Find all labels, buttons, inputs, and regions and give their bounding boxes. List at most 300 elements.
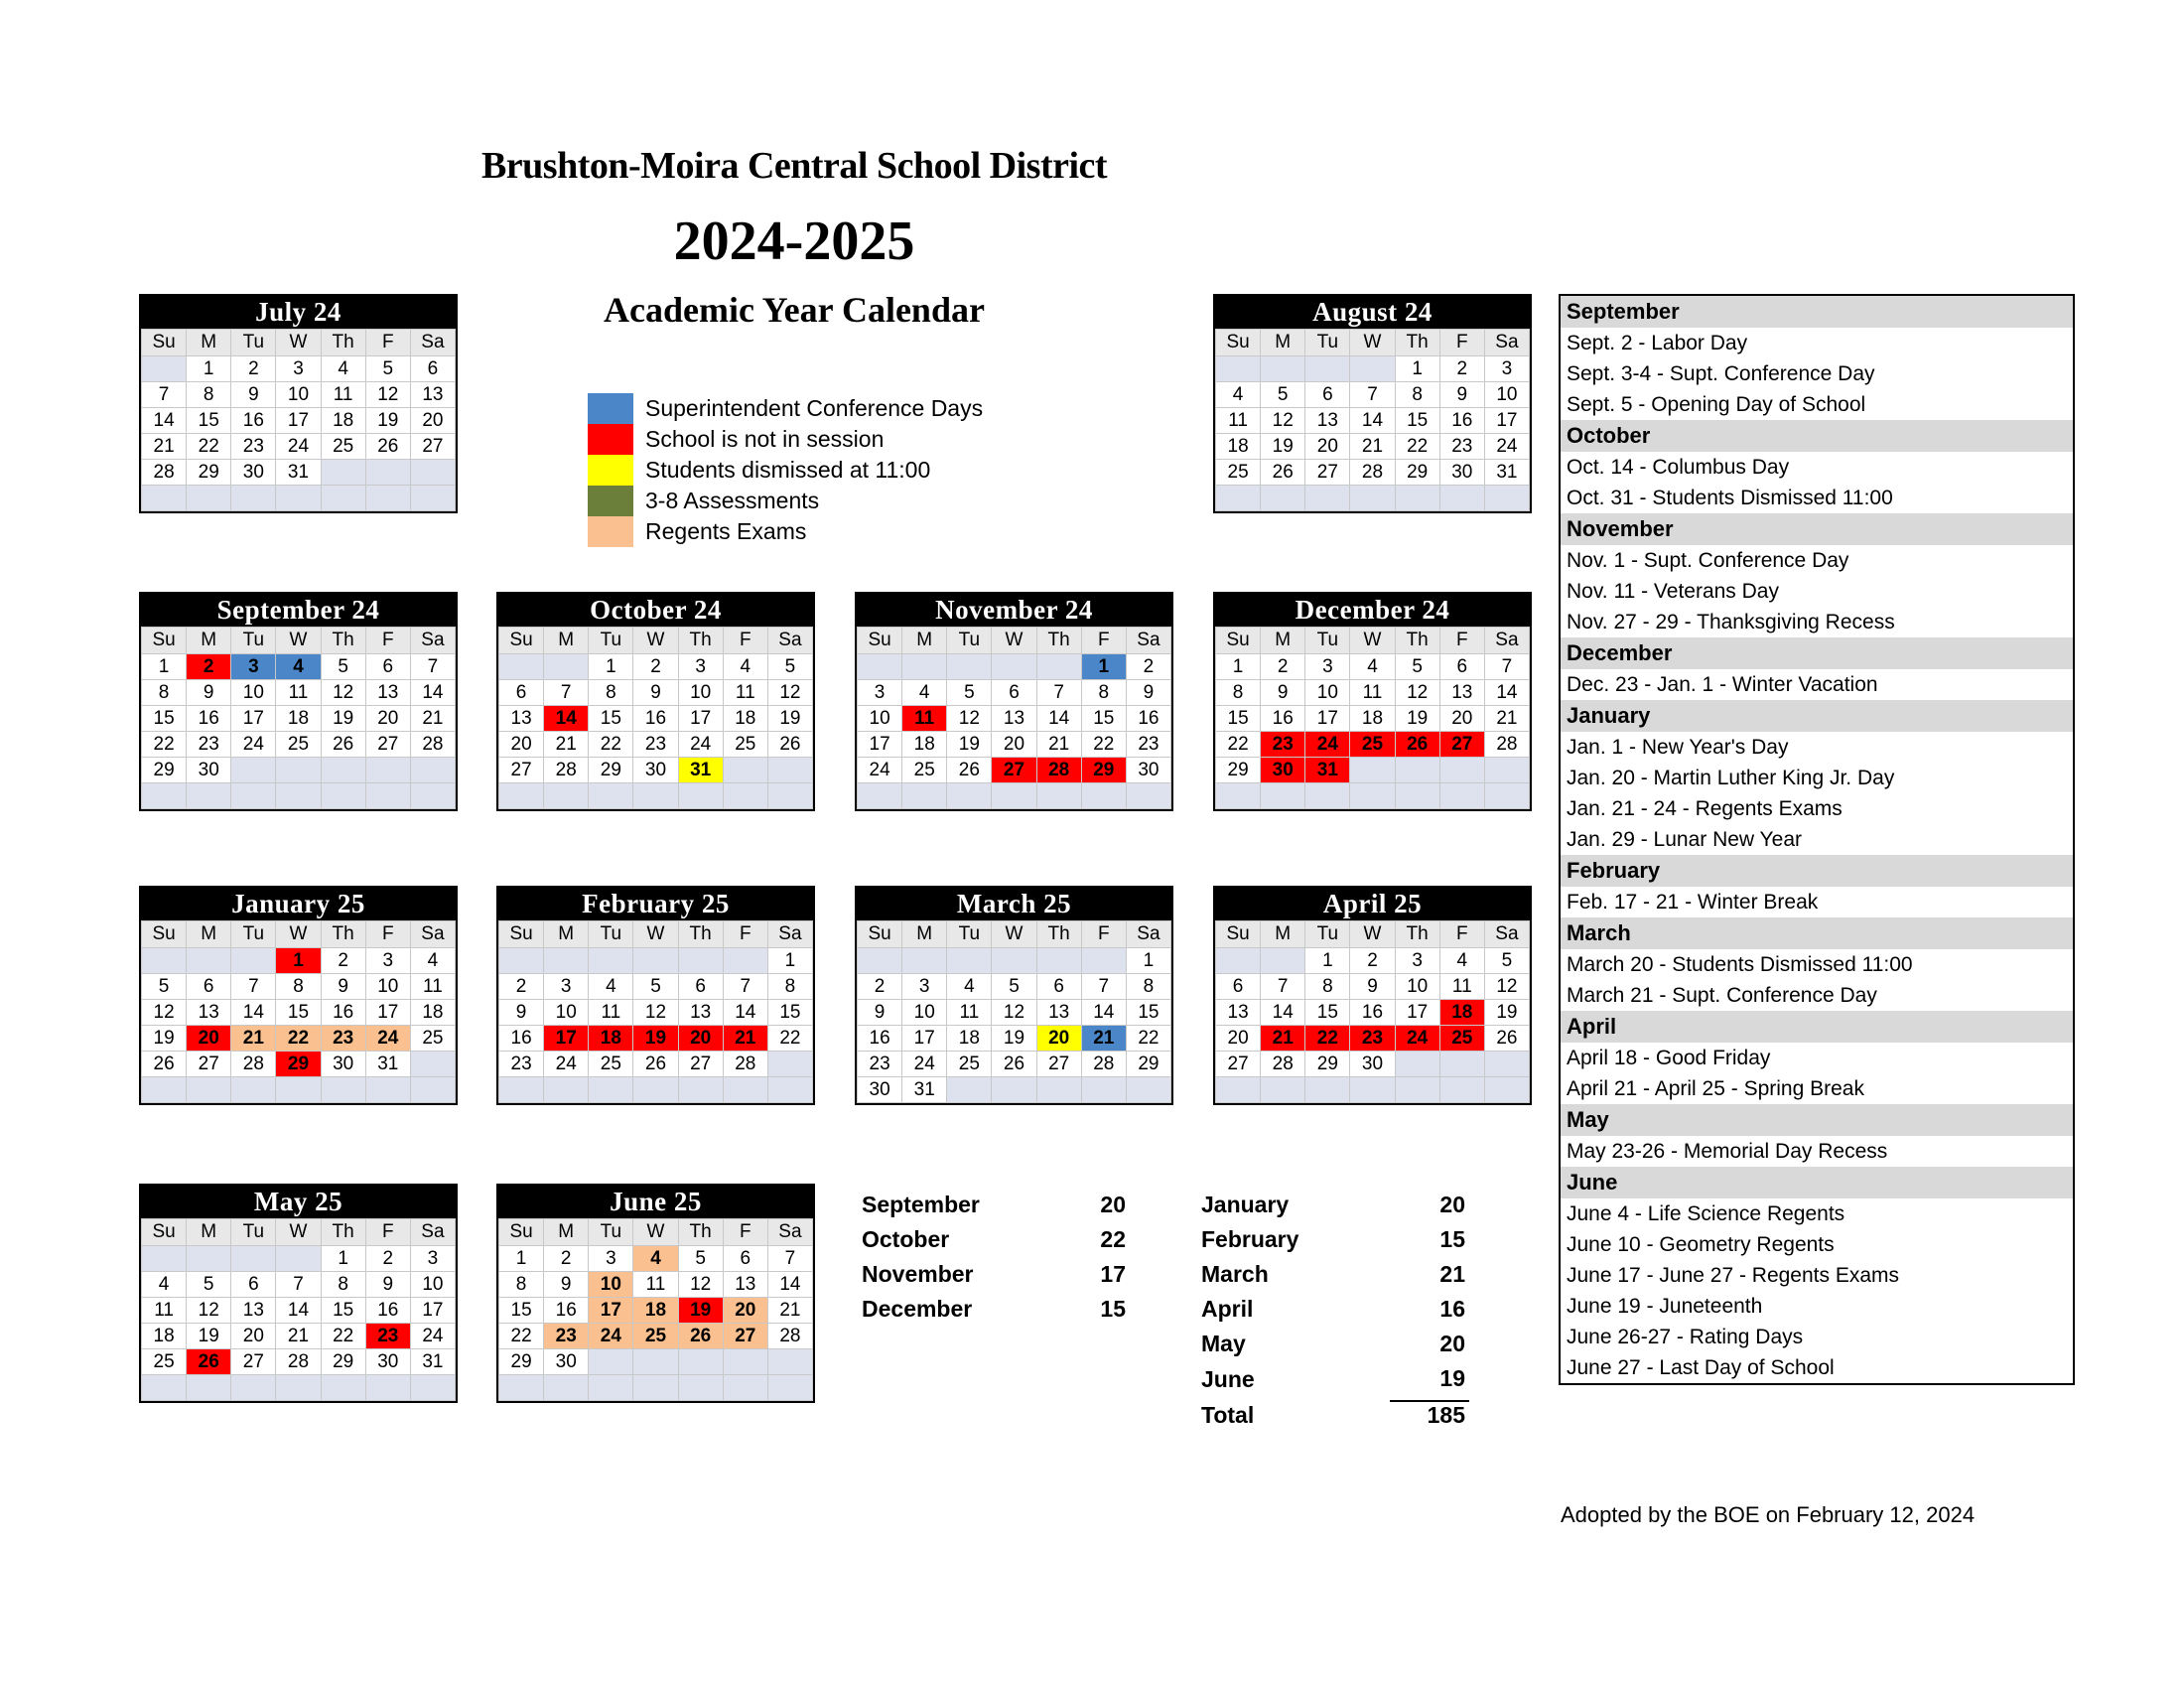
day-cell-october-24-22[interactable]: 22	[589, 732, 633, 758]
day-cell-september-24-26[interactable]: 26	[321, 732, 365, 758]
day-cell-september-24-16[interactable]: 16	[187, 706, 231, 732]
day-cell-january-25-5[interactable]: 5	[142, 974, 187, 1000]
day-cell-june-25-1[interactable]: 1	[499, 1246, 544, 1272]
day-cell-september-24-22[interactable]: 22	[142, 732, 187, 758]
day-cell-february-25-26[interactable]: 26	[633, 1052, 678, 1077]
day-cell-october-24-23[interactable]: 23	[633, 732, 678, 758]
day-cell-april-25-17[interactable]: 17	[1395, 1000, 1439, 1026]
day-cell-august-24-16[interactable]: 16	[1439, 408, 1484, 434]
day-cell-july-24-13[interactable]: 13	[410, 382, 455, 408]
day-cell-december-24-14[interactable]: 14	[1484, 680, 1529, 706]
day-cell-april-25-2[interactable]: 2	[1350, 948, 1395, 974]
day-cell-april-25-25[interactable]: 25	[1439, 1026, 1484, 1052]
day-cell-july-24-4[interactable]: 4	[321, 356, 365, 382]
day-cell-october-24-20[interactable]: 20	[499, 732, 544, 758]
day-cell-march-25-25[interactable]: 25	[947, 1052, 992, 1077]
day-cell-may-25-26[interactable]: 26	[187, 1349, 231, 1375]
day-cell-august-24-25[interactable]: 25	[1216, 460, 1261, 486]
day-cell-november-24-30[interactable]: 30	[1126, 758, 1170, 783]
day-cell-february-25-2[interactable]: 2	[499, 974, 544, 1000]
day-cell-june-25-28[interactable]: 28	[767, 1324, 812, 1349]
day-cell-january-25-31[interactable]: 31	[365, 1052, 410, 1077]
day-cell-june-25-14[interactable]: 14	[767, 1272, 812, 1298]
day-cell-may-25-3[interactable]: 3	[410, 1246, 455, 1272]
day-cell-november-24-18[interactable]: 18	[902, 732, 947, 758]
day-cell-april-25-27[interactable]: 27	[1216, 1052, 1261, 1077]
day-cell-august-24-10[interactable]: 10	[1484, 382, 1529, 408]
day-cell-july-24-7[interactable]: 7	[142, 382, 187, 408]
day-cell-april-25-23[interactable]: 23	[1350, 1026, 1395, 1052]
day-cell-august-24-26[interactable]: 26	[1261, 460, 1305, 486]
day-cell-december-24-12[interactable]: 12	[1395, 680, 1439, 706]
day-cell-june-25-11[interactable]: 11	[633, 1272, 678, 1298]
day-cell-march-25-20[interactable]: 20	[1036, 1026, 1081, 1052]
day-cell-november-24-15[interactable]: 15	[1081, 706, 1126, 732]
day-cell-september-24-25[interactable]: 25	[276, 732, 321, 758]
day-cell-august-24-13[interactable]: 13	[1305, 408, 1350, 434]
day-cell-march-25-23[interactable]: 23	[858, 1052, 902, 1077]
day-cell-july-24-14[interactable]: 14	[142, 408, 187, 434]
day-cell-february-25-7[interactable]: 7	[723, 974, 767, 1000]
day-cell-january-25-28[interactable]: 28	[231, 1052, 276, 1077]
day-cell-january-25-22[interactable]: 22	[276, 1026, 321, 1052]
day-cell-july-24-31[interactable]: 31	[276, 460, 321, 486]
day-cell-october-24-13[interactable]: 13	[499, 706, 544, 732]
day-cell-february-25-24[interactable]: 24	[544, 1052, 589, 1077]
day-cell-september-24-24[interactable]: 24	[231, 732, 276, 758]
day-cell-june-25-23[interactable]: 23	[544, 1324, 589, 1349]
day-cell-july-24-3[interactable]: 3	[276, 356, 321, 382]
day-cell-february-25-9[interactable]: 9	[499, 1000, 544, 1026]
day-cell-august-24-21[interactable]: 21	[1350, 434, 1395, 460]
day-cell-march-25-5[interactable]: 5	[992, 974, 1036, 1000]
day-cell-may-25-21[interactable]: 21	[276, 1324, 321, 1349]
day-cell-august-24-9[interactable]: 9	[1439, 382, 1484, 408]
day-cell-january-25-12[interactable]: 12	[142, 1000, 187, 1026]
day-cell-september-24-12[interactable]: 12	[321, 680, 365, 706]
day-cell-november-24-8[interactable]: 8	[1081, 680, 1126, 706]
day-cell-november-24-12[interactable]: 12	[947, 706, 992, 732]
day-cell-april-25-1[interactable]: 1	[1305, 948, 1350, 974]
day-cell-january-25-23[interactable]: 23	[321, 1026, 365, 1052]
day-cell-march-25-31[interactable]: 31	[902, 1077, 947, 1103]
day-cell-november-24-21[interactable]: 21	[1036, 732, 1081, 758]
day-cell-june-25-21[interactable]: 21	[767, 1298, 812, 1324]
day-cell-july-24-15[interactable]: 15	[187, 408, 231, 434]
day-cell-august-24-6[interactable]: 6	[1305, 382, 1350, 408]
day-cell-november-24-2[interactable]: 2	[1126, 654, 1170, 680]
day-cell-june-25-2[interactable]: 2	[544, 1246, 589, 1272]
day-cell-july-24-21[interactable]: 21	[142, 434, 187, 460]
day-cell-april-25-18[interactable]: 18	[1439, 1000, 1484, 1026]
day-cell-november-24-28[interactable]: 28	[1036, 758, 1081, 783]
day-cell-december-24-21[interactable]: 21	[1484, 706, 1529, 732]
day-cell-january-25-30[interactable]: 30	[321, 1052, 365, 1077]
day-cell-january-25-18[interactable]: 18	[410, 1000, 455, 1026]
day-cell-february-25-5[interactable]: 5	[633, 974, 678, 1000]
day-cell-september-24-27[interactable]: 27	[365, 732, 410, 758]
day-cell-december-24-30[interactable]: 30	[1261, 758, 1305, 783]
day-cell-june-25-27[interactable]: 27	[723, 1324, 767, 1349]
day-cell-june-25-7[interactable]: 7	[767, 1246, 812, 1272]
day-cell-july-24-22[interactable]: 22	[187, 434, 231, 460]
day-cell-december-24-11[interactable]: 11	[1350, 680, 1395, 706]
day-cell-november-24-19[interactable]: 19	[947, 732, 992, 758]
day-cell-june-25-9[interactable]: 9	[544, 1272, 589, 1298]
day-cell-january-25-1[interactable]: 1	[276, 948, 321, 974]
day-cell-august-24-23[interactable]: 23	[1439, 434, 1484, 460]
day-cell-november-24-7[interactable]: 7	[1036, 680, 1081, 706]
day-cell-may-25-25[interactable]: 25	[142, 1349, 187, 1375]
day-cell-may-25-17[interactable]: 17	[410, 1298, 455, 1324]
day-cell-july-24-16[interactable]: 16	[231, 408, 276, 434]
day-cell-april-25-24[interactable]: 24	[1395, 1026, 1439, 1052]
day-cell-november-24-13[interactable]: 13	[992, 706, 1036, 732]
day-cell-august-24-8[interactable]: 8	[1395, 382, 1439, 408]
day-cell-february-25-22[interactable]: 22	[767, 1026, 812, 1052]
day-cell-july-24-19[interactable]: 19	[365, 408, 410, 434]
day-cell-july-24-23[interactable]: 23	[231, 434, 276, 460]
day-cell-october-24-19[interactable]: 19	[767, 706, 812, 732]
day-cell-september-24-2[interactable]: 2	[187, 654, 231, 680]
day-cell-may-25-4[interactable]: 4	[142, 1272, 187, 1298]
day-cell-december-24-8[interactable]: 8	[1216, 680, 1261, 706]
day-cell-june-25-15[interactable]: 15	[499, 1298, 544, 1324]
day-cell-march-25-19[interactable]: 19	[992, 1026, 1036, 1052]
day-cell-march-25-24[interactable]: 24	[902, 1052, 947, 1077]
day-cell-april-25-10[interactable]: 10	[1395, 974, 1439, 1000]
day-cell-june-25-4[interactable]: 4	[633, 1246, 678, 1272]
day-cell-march-25-4[interactable]: 4	[947, 974, 992, 1000]
day-cell-january-25-13[interactable]: 13	[187, 1000, 231, 1026]
day-cell-september-24-30[interactable]: 30	[187, 758, 231, 783]
day-cell-september-24-4[interactable]: 4	[276, 654, 321, 680]
day-cell-april-25-22[interactable]: 22	[1305, 1026, 1350, 1052]
day-cell-october-24-2[interactable]: 2	[633, 654, 678, 680]
day-cell-february-25-27[interactable]: 27	[678, 1052, 723, 1077]
day-cell-june-25-13[interactable]: 13	[723, 1272, 767, 1298]
day-cell-january-25-26[interactable]: 26	[142, 1052, 187, 1077]
day-cell-august-24-18[interactable]: 18	[1216, 434, 1261, 460]
day-cell-november-24-16[interactable]: 16	[1126, 706, 1170, 732]
day-cell-november-24-25[interactable]: 25	[902, 758, 947, 783]
day-cell-october-24-18[interactable]: 18	[723, 706, 767, 732]
day-cell-july-24-17[interactable]: 17	[276, 408, 321, 434]
day-cell-february-25-23[interactable]: 23	[499, 1052, 544, 1077]
day-cell-may-25-27[interactable]: 27	[231, 1349, 276, 1375]
day-cell-january-25-7[interactable]: 7	[231, 974, 276, 1000]
day-cell-november-24-1[interactable]: 1	[1081, 654, 1126, 680]
day-cell-september-24-19[interactable]: 19	[321, 706, 365, 732]
day-cell-december-24-18[interactable]: 18	[1350, 706, 1395, 732]
day-cell-august-24-19[interactable]: 19	[1261, 434, 1305, 460]
day-cell-march-25-1[interactable]: 1	[1126, 948, 1170, 974]
day-cell-july-24-29[interactable]: 29	[187, 460, 231, 486]
day-cell-june-25-24[interactable]: 24	[589, 1324, 633, 1349]
day-cell-april-25-28[interactable]: 28	[1261, 1052, 1305, 1077]
day-cell-october-24-4[interactable]: 4	[723, 654, 767, 680]
day-cell-march-25-10[interactable]: 10	[902, 1000, 947, 1026]
day-cell-may-25-16[interactable]: 16	[365, 1298, 410, 1324]
day-cell-march-25-27[interactable]: 27	[1036, 1052, 1081, 1077]
day-cell-may-25-28[interactable]: 28	[276, 1349, 321, 1375]
day-cell-december-24-25[interactable]: 25	[1350, 732, 1395, 758]
day-cell-april-25-8[interactable]: 8	[1305, 974, 1350, 1000]
day-cell-february-25-21[interactable]: 21	[723, 1026, 767, 1052]
day-cell-march-25-30[interactable]: 30	[858, 1077, 902, 1103]
day-cell-december-24-4[interactable]: 4	[1350, 654, 1395, 680]
day-cell-november-24-4[interactable]: 4	[902, 680, 947, 706]
day-cell-february-25-16[interactable]: 16	[499, 1026, 544, 1052]
day-cell-june-25-29[interactable]: 29	[499, 1349, 544, 1375]
day-cell-may-25-12[interactable]: 12	[187, 1298, 231, 1324]
day-cell-january-25-9[interactable]: 9	[321, 974, 365, 1000]
day-cell-august-24-31[interactable]: 31	[1484, 460, 1529, 486]
day-cell-july-24-8[interactable]: 8	[187, 382, 231, 408]
day-cell-march-25-9[interactable]: 9	[858, 1000, 902, 1026]
day-cell-december-24-5[interactable]: 5	[1395, 654, 1439, 680]
day-cell-january-25-21[interactable]: 21	[231, 1026, 276, 1052]
day-cell-march-25-6[interactable]: 6	[1036, 974, 1081, 1000]
day-cell-june-25-16[interactable]: 16	[544, 1298, 589, 1324]
day-cell-december-24-7[interactable]: 7	[1484, 654, 1529, 680]
day-cell-august-24-1[interactable]: 1	[1395, 356, 1439, 382]
day-cell-july-24-20[interactable]: 20	[410, 408, 455, 434]
day-cell-september-24-20[interactable]: 20	[365, 706, 410, 732]
day-cell-november-24-22[interactable]: 22	[1081, 732, 1126, 758]
day-cell-february-25-28[interactable]: 28	[723, 1052, 767, 1077]
day-cell-october-24-25[interactable]: 25	[723, 732, 767, 758]
day-cell-april-25-9[interactable]: 9	[1350, 974, 1395, 1000]
day-cell-march-25-14[interactable]: 14	[1081, 1000, 1126, 1026]
day-cell-december-24-3[interactable]: 3	[1305, 654, 1350, 680]
day-cell-january-25-2[interactable]: 2	[321, 948, 365, 974]
day-cell-december-24-19[interactable]: 19	[1395, 706, 1439, 732]
day-cell-june-25-26[interactable]: 26	[678, 1324, 723, 1349]
day-cell-march-25-13[interactable]: 13	[1036, 1000, 1081, 1026]
day-cell-july-24-1[interactable]: 1	[187, 356, 231, 382]
day-cell-february-25-6[interactable]: 6	[678, 974, 723, 1000]
day-cell-january-25-14[interactable]: 14	[231, 1000, 276, 1026]
day-cell-october-24-31[interactable]: 31	[678, 758, 723, 783]
day-cell-march-25-26[interactable]: 26	[992, 1052, 1036, 1077]
day-cell-june-25-17[interactable]: 17	[589, 1298, 633, 1324]
day-cell-february-25-14[interactable]: 14	[723, 1000, 767, 1026]
day-cell-july-24-6[interactable]: 6	[410, 356, 455, 382]
day-cell-april-25-6[interactable]: 6	[1216, 974, 1261, 1000]
day-cell-february-25-20[interactable]: 20	[678, 1026, 723, 1052]
day-cell-july-24-9[interactable]: 9	[231, 382, 276, 408]
day-cell-august-24-5[interactable]: 5	[1261, 382, 1305, 408]
day-cell-may-25-20[interactable]: 20	[231, 1324, 276, 1349]
day-cell-june-25-18[interactable]: 18	[633, 1298, 678, 1324]
day-cell-december-24-23[interactable]: 23	[1261, 732, 1305, 758]
day-cell-august-24-2[interactable]: 2	[1439, 356, 1484, 382]
day-cell-may-25-5[interactable]: 5	[187, 1272, 231, 1298]
day-cell-february-25-25[interactable]: 25	[589, 1052, 633, 1077]
day-cell-february-25-17[interactable]: 17	[544, 1026, 589, 1052]
day-cell-january-25-29[interactable]: 29	[276, 1052, 321, 1077]
day-cell-october-24-9[interactable]: 9	[633, 680, 678, 706]
day-cell-april-25-4[interactable]: 4	[1439, 948, 1484, 974]
day-cell-december-24-26[interactable]: 26	[1395, 732, 1439, 758]
day-cell-november-24-24[interactable]: 24	[858, 758, 902, 783]
day-cell-august-24-20[interactable]: 20	[1305, 434, 1350, 460]
day-cell-september-24-9[interactable]: 9	[187, 680, 231, 706]
day-cell-november-24-5[interactable]: 5	[947, 680, 992, 706]
day-cell-may-25-18[interactable]: 18	[142, 1324, 187, 1349]
day-cell-march-25-15[interactable]: 15	[1126, 1000, 1170, 1026]
day-cell-april-25-7[interactable]: 7	[1261, 974, 1305, 1000]
day-cell-september-24-17[interactable]: 17	[231, 706, 276, 732]
day-cell-march-25-12[interactable]: 12	[992, 1000, 1036, 1026]
day-cell-april-25-20[interactable]: 20	[1216, 1026, 1261, 1052]
day-cell-december-24-9[interactable]: 9	[1261, 680, 1305, 706]
day-cell-december-24-6[interactable]: 6	[1439, 654, 1484, 680]
day-cell-april-25-14[interactable]: 14	[1261, 1000, 1305, 1026]
day-cell-july-24-27[interactable]: 27	[410, 434, 455, 460]
day-cell-march-25-29[interactable]: 29	[1126, 1052, 1170, 1077]
day-cell-october-24-21[interactable]: 21	[544, 732, 589, 758]
day-cell-october-24-3[interactable]: 3	[678, 654, 723, 680]
day-cell-february-25-11[interactable]: 11	[589, 1000, 633, 1026]
day-cell-october-24-29[interactable]: 29	[589, 758, 633, 783]
day-cell-july-24-18[interactable]: 18	[321, 408, 365, 434]
day-cell-april-25-12[interactable]: 12	[1484, 974, 1529, 1000]
day-cell-may-25-14[interactable]: 14	[276, 1298, 321, 1324]
day-cell-july-24-2[interactable]: 2	[231, 356, 276, 382]
day-cell-may-25-19[interactable]: 19	[187, 1324, 231, 1349]
day-cell-may-25-13[interactable]: 13	[231, 1298, 276, 1324]
day-cell-july-24-26[interactable]: 26	[365, 434, 410, 460]
day-cell-may-25-1[interactable]: 1	[321, 1246, 365, 1272]
day-cell-april-25-3[interactable]: 3	[1395, 948, 1439, 974]
day-cell-march-25-8[interactable]: 8	[1126, 974, 1170, 1000]
day-cell-june-25-3[interactable]: 3	[589, 1246, 633, 1272]
day-cell-november-24-11[interactable]: 11	[902, 706, 947, 732]
day-cell-september-24-23[interactable]: 23	[187, 732, 231, 758]
day-cell-august-24-30[interactable]: 30	[1439, 460, 1484, 486]
day-cell-may-25-8[interactable]: 8	[321, 1272, 365, 1298]
day-cell-march-25-22[interactable]: 22	[1126, 1026, 1170, 1052]
day-cell-september-24-5[interactable]: 5	[321, 654, 365, 680]
day-cell-may-25-29[interactable]: 29	[321, 1349, 365, 1375]
day-cell-september-24-6[interactable]: 6	[365, 654, 410, 680]
day-cell-february-25-10[interactable]: 10	[544, 1000, 589, 1026]
day-cell-march-25-21[interactable]: 21	[1081, 1026, 1126, 1052]
day-cell-august-24-4[interactable]: 4	[1216, 382, 1261, 408]
day-cell-february-25-12[interactable]: 12	[633, 1000, 678, 1026]
day-cell-october-24-17[interactable]: 17	[678, 706, 723, 732]
day-cell-july-24-24[interactable]: 24	[276, 434, 321, 460]
day-cell-december-24-24[interactable]: 24	[1305, 732, 1350, 758]
day-cell-october-24-6[interactable]: 6	[499, 680, 544, 706]
day-cell-december-24-1[interactable]: 1	[1216, 654, 1261, 680]
day-cell-january-25-4[interactable]: 4	[410, 948, 455, 974]
day-cell-august-24-3[interactable]: 3	[1484, 356, 1529, 382]
day-cell-november-24-10[interactable]: 10	[858, 706, 902, 732]
day-cell-december-24-31[interactable]: 31	[1305, 758, 1350, 783]
day-cell-september-24-3[interactable]: 3	[231, 654, 276, 680]
day-cell-november-24-23[interactable]: 23	[1126, 732, 1170, 758]
day-cell-july-24-25[interactable]: 25	[321, 434, 365, 460]
day-cell-april-25-13[interactable]: 13	[1216, 1000, 1261, 1026]
day-cell-april-25-19[interactable]: 19	[1484, 1000, 1529, 1026]
day-cell-november-24-26[interactable]: 26	[947, 758, 992, 783]
day-cell-november-24-17[interactable]: 17	[858, 732, 902, 758]
day-cell-october-24-15[interactable]: 15	[589, 706, 633, 732]
day-cell-january-25-24[interactable]: 24	[365, 1026, 410, 1052]
day-cell-october-24-16[interactable]: 16	[633, 706, 678, 732]
day-cell-september-24-18[interactable]: 18	[276, 706, 321, 732]
day-cell-august-24-17[interactable]: 17	[1484, 408, 1529, 434]
day-cell-november-24-29[interactable]: 29	[1081, 758, 1126, 783]
day-cell-june-25-25[interactable]: 25	[633, 1324, 678, 1349]
day-cell-september-24-13[interactable]: 13	[365, 680, 410, 706]
day-cell-december-24-22[interactable]: 22	[1216, 732, 1261, 758]
day-cell-december-24-28[interactable]: 28	[1484, 732, 1529, 758]
day-cell-january-25-25[interactable]: 25	[410, 1026, 455, 1052]
day-cell-june-25-20[interactable]: 20	[723, 1298, 767, 1324]
day-cell-november-24-14[interactable]: 14	[1036, 706, 1081, 732]
day-cell-september-24-28[interactable]: 28	[410, 732, 455, 758]
day-cell-april-25-16[interactable]: 16	[1350, 1000, 1395, 1026]
day-cell-march-25-3[interactable]: 3	[902, 974, 947, 1000]
day-cell-may-25-7[interactable]: 7	[276, 1272, 321, 1298]
day-cell-january-25-20[interactable]: 20	[187, 1026, 231, 1052]
day-cell-november-24-6[interactable]: 6	[992, 680, 1036, 706]
day-cell-october-24-26[interactable]: 26	[767, 732, 812, 758]
day-cell-march-25-16[interactable]: 16	[858, 1026, 902, 1052]
day-cell-october-24-8[interactable]: 8	[589, 680, 633, 706]
day-cell-january-25-17[interactable]: 17	[365, 1000, 410, 1026]
day-cell-january-25-16[interactable]: 16	[321, 1000, 365, 1026]
day-cell-may-25-24[interactable]: 24	[410, 1324, 455, 1349]
day-cell-july-24-12[interactable]: 12	[365, 382, 410, 408]
day-cell-february-25-13[interactable]: 13	[678, 1000, 723, 1026]
day-cell-january-25-19[interactable]: 19	[142, 1026, 187, 1052]
day-cell-january-25-15[interactable]: 15	[276, 1000, 321, 1026]
day-cell-february-25-3[interactable]: 3	[544, 974, 589, 1000]
day-cell-june-25-6[interactable]: 6	[723, 1246, 767, 1272]
day-cell-october-24-30[interactable]: 30	[633, 758, 678, 783]
day-cell-february-25-18[interactable]: 18	[589, 1026, 633, 1052]
day-cell-september-24-15[interactable]: 15	[142, 706, 187, 732]
day-cell-august-24-14[interactable]: 14	[1350, 408, 1395, 434]
day-cell-august-24-29[interactable]: 29	[1395, 460, 1439, 486]
day-cell-march-25-28[interactable]: 28	[1081, 1052, 1126, 1077]
day-cell-august-24-24[interactable]: 24	[1484, 434, 1529, 460]
day-cell-october-24-27[interactable]: 27	[499, 758, 544, 783]
day-cell-july-24-11[interactable]: 11	[321, 382, 365, 408]
day-cell-august-24-27[interactable]: 27	[1305, 460, 1350, 486]
day-cell-may-25-15[interactable]: 15	[321, 1298, 365, 1324]
day-cell-may-25-11[interactable]: 11	[142, 1298, 187, 1324]
day-cell-april-25-5[interactable]: 5	[1484, 948, 1529, 974]
day-cell-march-25-2[interactable]: 2	[858, 974, 902, 1000]
day-cell-february-25-15[interactable]: 15	[767, 1000, 812, 1026]
day-cell-may-25-6[interactable]: 6	[231, 1272, 276, 1298]
day-cell-june-25-19[interactable]: 19	[678, 1298, 723, 1324]
day-cell-september-24-14[interactable]: 14	[410, 680, 455, 706]
day-cell-january-25-11[interactable]: 11	[410, 974, 455, 1000]
day-cell-may-25-2[interactable]: 2	[365, 1246, 410, 1272]
day-cell-april-25-21[interactable]: 21	[1261, 1026, 1305, 1052]
day-cell-april-25-11[interactable]: 11	[1439, 974, 1484, 1000]
day-cell-june-25-30[interactable]: 30	[544, 1349, 589, 1375]
day-cell-july-24-10[interactable]: 10	[276, 382, 321, 408]
day-cell-may-25-23[interactable]: 23	[365, 1324, 410, 1349]
